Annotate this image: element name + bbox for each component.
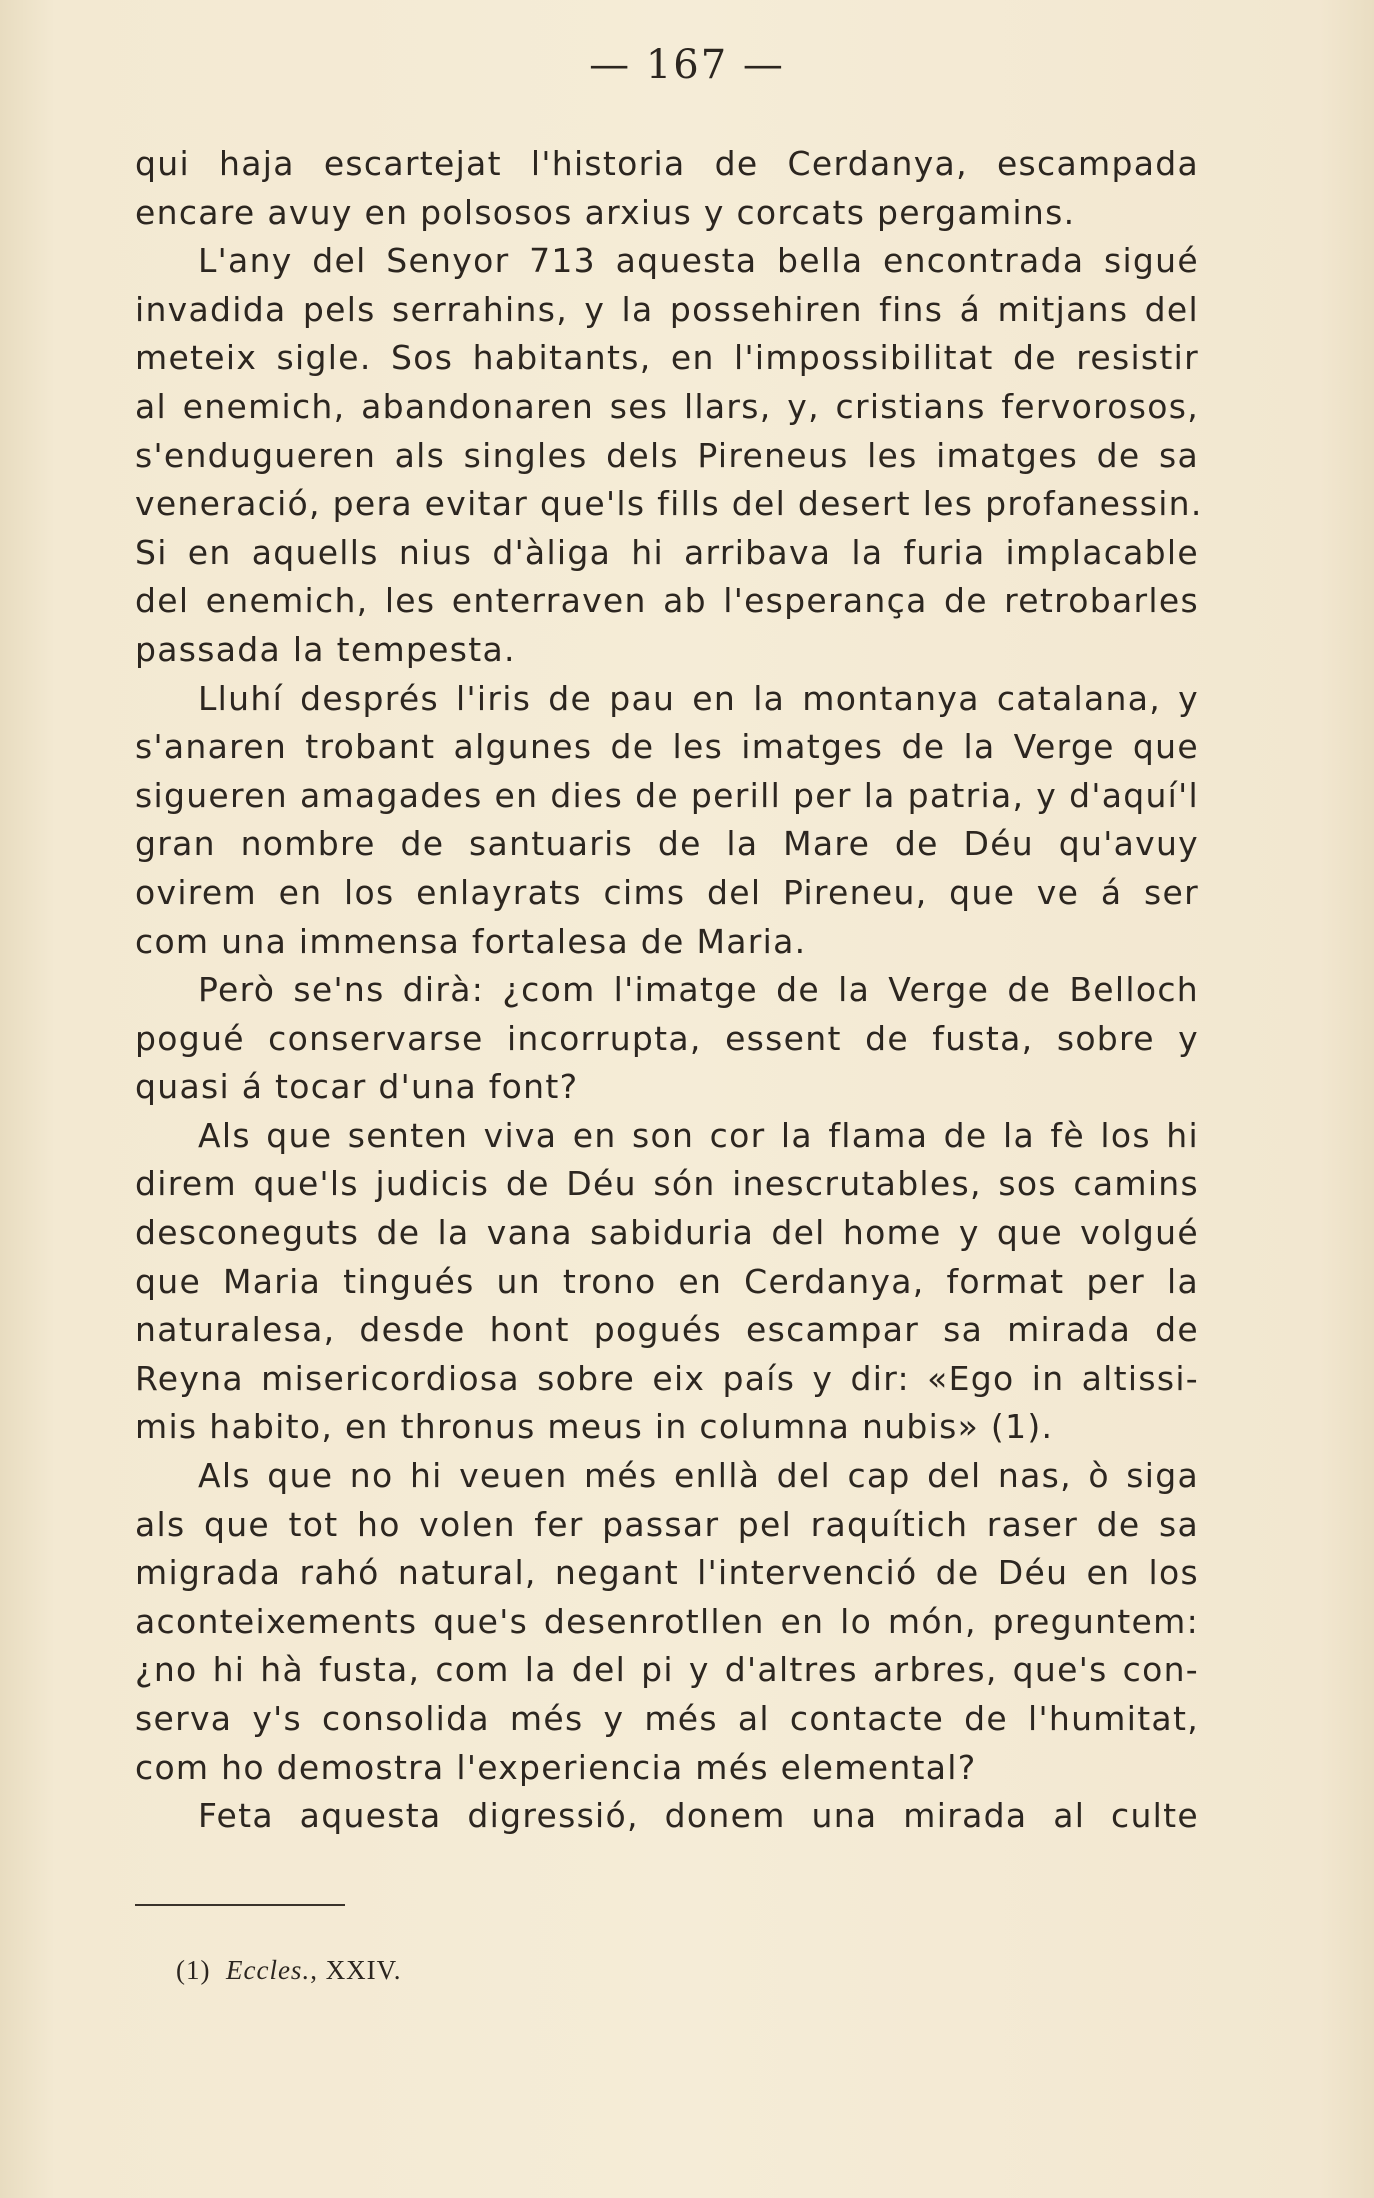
text-line: Feta aquesta digressió, donem una mirada al culte bbox=[198, 1796, 1199, 1836]
text-line: migrada rahó natural, negant l'intervenció de Déu en los bbox=[135, 1553, 1199, 1593]
text-line: L'any del Senyor 713 aquesta bella encontrada sigué bbox=[198, 241, 1199, 281]
text-line: pogué conservarse incorrupta, essent de fusta, sobre y bbox=[135, 1018, 1199, 1058]
text-line: s'endugueren als singles dels Pireneus les imatges de sa bbox=[135, 435, 1199, 475]
text-line: del enemich, les enterraven ab l'esperança de retrobarles bbox=[135, 581, 1199, 621]
text-line: sigueren amagades en dies de perill per la patria, y d'aquí'l bbox=[135, 775, 1199, 815]
text-line: com ho demostra l'experiencia més elemental? bbox=[135, 1747, 977, 1787]
text-line: aconteixements que's desenrotllen en lo món, preguntem: bbox=[135, 1601, 1199, 1641]
text-line: quasi á tocar d'una font? bbox=[135, 1067, 579, 1107]
text-line: s'anaren trobant algunes de les imatges de la Verge que bbox=[135, 727, 1199, 767]
text-line: ¿no hi hà fusta, com la del pi y d'altres arbres, que's con- bbox=[135, 1650, 1199, 1690]
text-line: naturalesa, desde hont pogués escampar sa mirada de bbox=[135, 1310, 1199, 1350]
footnote bbox=[176, 1955, 401, 1986]
body-text bbox=[135, 140, 1203, 1841]
text-line: Si en aquells nius d'àliga hi arribava la furia implacable bbox=[135, 532, 1199, 572]
text-line: passada la tempesta. bbox=[135, 629, 516, 669]
text-line: als que tot ho volen fer passar pel raquítich raser de sa bbox=[135, 1504, 1199, 1544]
text-line: mis habito, en thronus meus in columna nubis» (1). bbox=[135, 1407, 1054, 1447]
text-line: invadida pels serrahins, y la possehiren fins á mitjans del bbox=[135, 289, 1199, 329]
text-line: desconeguts de la vana sabiduria del home y que volgué bbox=[135, 1213, 1199, 1253]
footnote-source: Eccles. bbox=[225, 1955, 311, 1985]
text-line: serva y's consolida més y més al contacte de l'humitat, bbox=[135, 1699, 1199, 1738]
page-number: — 167 — bbox=[589, 42, 785, 88]
text-line: direm que'ls judicis de Déu són inescrutables, sos camins bbox=[135, 1164, 1199, 1204]
footnote-divider bbox=[135, 1904, 345, 1906]
footnote-marker: (1) bbox=[176, 1955, 211, 1985]
text-line: que Maria tingués un trono en Cerdanya, format per la bbox=[135, 1261, 1199, 1301]
footnote-reference: , XXIV. bbox=[310, 1955, 402, 1985]
text-line: Als que senten viva en son cor la flama de la fè los hi bbox=[198, 1115, 1199, 1155]
text-line: Però se'ns dirà: ¿com l'imatge de la Verge de Belloch bbox=[198, 970, 1199, 1010]
text-line: veneració, pera evitar que'ls fills del desert les profanessin. bbox=[135, 484, 1203, 524]
text-line: al enemich, abandonaren ses llars, y, cristians fervorosos, bbox=[135, 386, 1199, 426]
text-line: gran nombre de santuaris de la Mare de Déu qu'avuy bbox=[135, 824, 1199, 864]
text-line: Reyna misericordiosa sobre eix país y dir: «Ego in altissi- bbox=[135, 1358, 1199, 1398]
text-line: com una immensa fortalesa de Maria. bbox=[135, 921, 807, 961]
text-line: Lluhí després l'iris de pau en la montanya catalana, y bbox=[198, 678, 1199, 718]
text-line: qui haja escartejat l'historia de Cerdanya, escampada bbox=[135, 144, 1199, 183]
text-line: meteix sigle. Sos habitants, en l'impossibilitat de resistir bbox=[135, 338, 1199, 378]
text-line: Als que no hi veuen més enllà del cap del nas, ò siga bbox=[198, 1456, 1199, 1496]
text-line: encare avuy en polsosos arxius y corcats pergamins. bbox=[135, 192, 1076, 232]
text-line: ovirem en los enlayrats cims del Pireneu, que ve á ser bbox=[135, 872, 1199, 912]
